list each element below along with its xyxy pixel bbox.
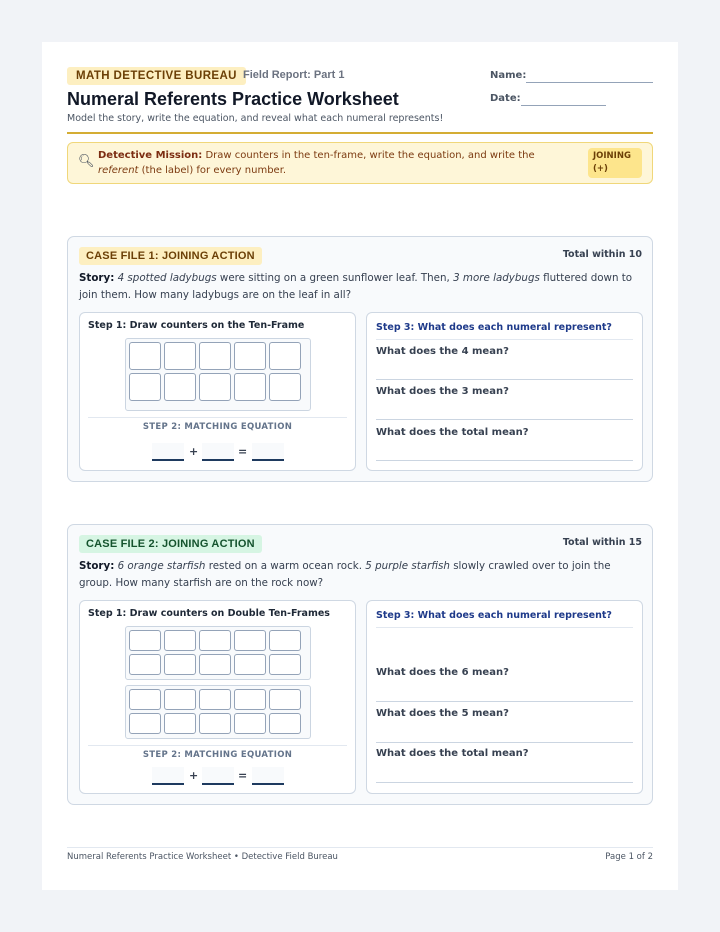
question-2: What does the 3 mean? — [376, 386, 509, 397]
mission-text-after: (the label) for every number. — [141, 164, 287, 176]
ten-frame-cell[interactable] — [234, 342, 266, 370]
case-title: CASE FILE 1: JOINING ACTION — [79, 247, 262, 265]
question-1: What does the 6 mean? — [376, 667, 509, 678]
story-label: Story: — [79, 272, 115, 284]
case-title: CASE FILE 2: JOINING ACTION — [79, 535, 262, 553]
ten-frame-cell[interactable] — [129, 713, 161, 734]
date-label: Date: — [490, 93, 521, 104]
ten-frame-cell[interactable] — [164, 689, 196, 710]
equals-sign: = — [238, 445, 248, 458]
ten-frame-cell[interactable] — [199, 630, 231, 651]
name-field[interactable] — [526, 82, 653, 83]
ten-frame — [125, 338, 311, 411]
panel-divider — [88, 745, 347, 746]
worksheet-header — [67, 67, 653, 134]
mission-text-before: Draw counters in the ten-frame, write the equation, and write the — [205, 150, 535, 161]
case-total-range: Total within 15 — [562, 537, 642, 548]
case-file-2 — [67, 524, 653, 805]
mission-banner — [67, 142, 653, 184]
story-label: Story: — [79, 560, 115, 572]
answer-line-2[interactable] — [376, 742, 633, 743]
plus-sign: + — [189, 445, 199, 458]
page-subtitle: Model the story, write the equation, and reveal what each numeral represents! — [67, 113, 444, 124]
operation-tag: JOINING (+) — [588, 148, 642, 178]
story-end: fluttered down to join them. How many ladybugs are on the leaf in all? — [79, 272, 633, 301]
ten-frame-cell[interactable] — [234, 630, 266, 651]
addend-2-blank[interactable] — [202, 443, 234, 461]
question-1: What does the 4 mean? — [376, 346, 509, 357]
plus-sign: + — [189, 769, 199, 782]
date-field[interactable] — [521, 105, 606, 106]
equation-row — [152, 443, 284, 461]
magnifier-icon: 🔍︎ — [78, 154, 95, 169]
page-title: Numeral Referents Practice Worksheet — [67, 89, 399, 109]
story-first-group: 4 spotted ladybugs — [117, 272, 217, 284]
ten-frame-cell[interactable] — [269, 373, 301, 401]
question-2: What does the 5 mean? — [376, 708, 509, 719]
bureau-badge: MATH DETECTIVE BUREAU — [67, 67, 246, 85]
step2-title: STEP 2: MATCHING EQUATION — [142, 422, 293, 432]
ten-frame-cell[interactable] — [164, 713, 196, 734]
page-footer — [67, 847, 653, 862]
case-total-range: Total within 10 — [562, 249, 642, 260]
sum-blank[interactable] — [252, 767, 284, 785]
step1-panel — [79, 312, 356, 471]
ten-frame-cell[interactable] — [129, 689, 161, 710]
answer-line-3[interactable] — [376, 782, 633, 783]
case-story — [79, 558, 645, 592]
ten-frame-cell[interactable] — [199, 713, 231, 734]
answer-line-1[interactable] — [376, 701, 633, 702]
mission-label: Detective Mission: — [98, 150, 203, 161]
question-3: What does the total mean? — [376, 748, 529, 759]
story-middle: rested on a warm ocean rock. — [208, 560, 362, 572]
panel-divider — [88, 417, 347, 418]
ten-frame-cell[interactable] — [269, 630, 301, 651]
step3-panel — [366, 600, 643, 794]
step3-panel — [366, 312, 643, 471]
case-story — [79, 270, 645, 304]
step1-panel — [79, 600, 356, 794]
ten-frame-bottom — [125, 685, 311, 739]
addend-2-blank[interactable] — [202, 767, 234, 785]
ten-frame-cell[interactable] — [269, 689, 301, 710]
ten-frame-cell[interactable] — [129, 654, 161, 675]
ten-frame-cell[interactable] — [269, 713, 301, 734]
addend-1-blank[interactable] — [152, 767, 184, 785]
name-label: Name: — [490, 70, 527, 81]
step3-title: Step 3: What does each numeral represent? — [376, 322, 612, 333]
ten-frame-cell[interactable] — [234, 654, 266, 675]
ten-frame-cell[interactable] — [129, 342, 161, 370]
story-middle: were sitting on a green sunflower leaf. Then, — [219, 272, 450, 284]
ten-frame-cell[interactable] — [234, 713, 266, 734]
ten-frame-cell[interactable] — [164, 342, 196, 370]
step1-title: Step 1: Draw counters on the Ten-Frame — [88, 320, 305, 331]
story-end: slowly crawled over to join the group. How many starfish are on the rock now? — [79, 560, 611, 589]
ten-frame-cell[interactable] — [199, 342, 231, 370]
step3-divider — [376, 339, 633, 340]
story-second-group: 3 more ladybugs — [453, 272, 540, 284]
question-3: What does the total mean? — [376, 427, 529, 438]
step1-title: Step 1: Draw counters on Double Ten-Frames — [88, 608, 330, 619]
step3-divider — [376, 627, 633, 628]
story-first-group: 6 orange starfish — [117, 560, 206, 572]
sum-blank[interactable] — [252, 443, 284, 461]
case-file-1 — [67, 236, 653, 482]
addend-1-blank[interactable] — [152, 443, 184, 461]
answer-line-3[interactable] — [376, 460, 633, 461]
worksheet-page — [42, 42, 678, 890]
footer-title: Numeral Referents Practice Worksheet • Detective Field Bureau — [67, 852, 338, 862]
ten-frame-cell[interactable] — [164, 654, 196, 675]
ten-frame-cell[interactable] — [269, 654, 301, 675]
step2-title: STEP 2: MATCHING EQUATION — [142, 750, 293, 760]
story-second-group: 5 purple starfish — [365, 560, 450, 572]
ten-frame-cell[interactable] — [269, 342, 301, 370]
mission-text-emphasis: referent — [98, 164, 139, 176]
answer-line-2[interactable] — [376, 419, 633, 420]
page-number: Page 1 of 2 — [605, 852, 653, 862]
ten-frame-cell[interactable] — [129, 373, 161, 401]
ten-frame-cell[interactable] — [199, 689, 231, 710]
step3-title: Step 3: What does each numeral represent? — [376, 610, 612, 621]
ten-frame-cell[interactable] — [164, 373, 196, 401]
field-report-label: Field Report: Part 1 — [243, 69, 345, 81]
ten-frame-cell[interactable] — [234, 689, 266, 710]
ten-frame-cell[interactable] — [129, 630, 161, 651]
ten-frame-cell[interactable] — [234, 373, 266, 401]
ten-frame-cell[interactable] — [199, 654, 231, 675]
mission-text — [98, 149, 578, 178]
equals-sign: = — [238, 769, 248, 782]
ten-frame-cell[interactable] — [164, 630, 196, 651]
ten-frame-top — [125, 626, 311, 680]
equation-row — [152, 767, 284, 785]
ten-frame-cell[interactable] — [199, 373, 231, 401]
answer-line-1[interactable] — [376, 379, 633, 380]
